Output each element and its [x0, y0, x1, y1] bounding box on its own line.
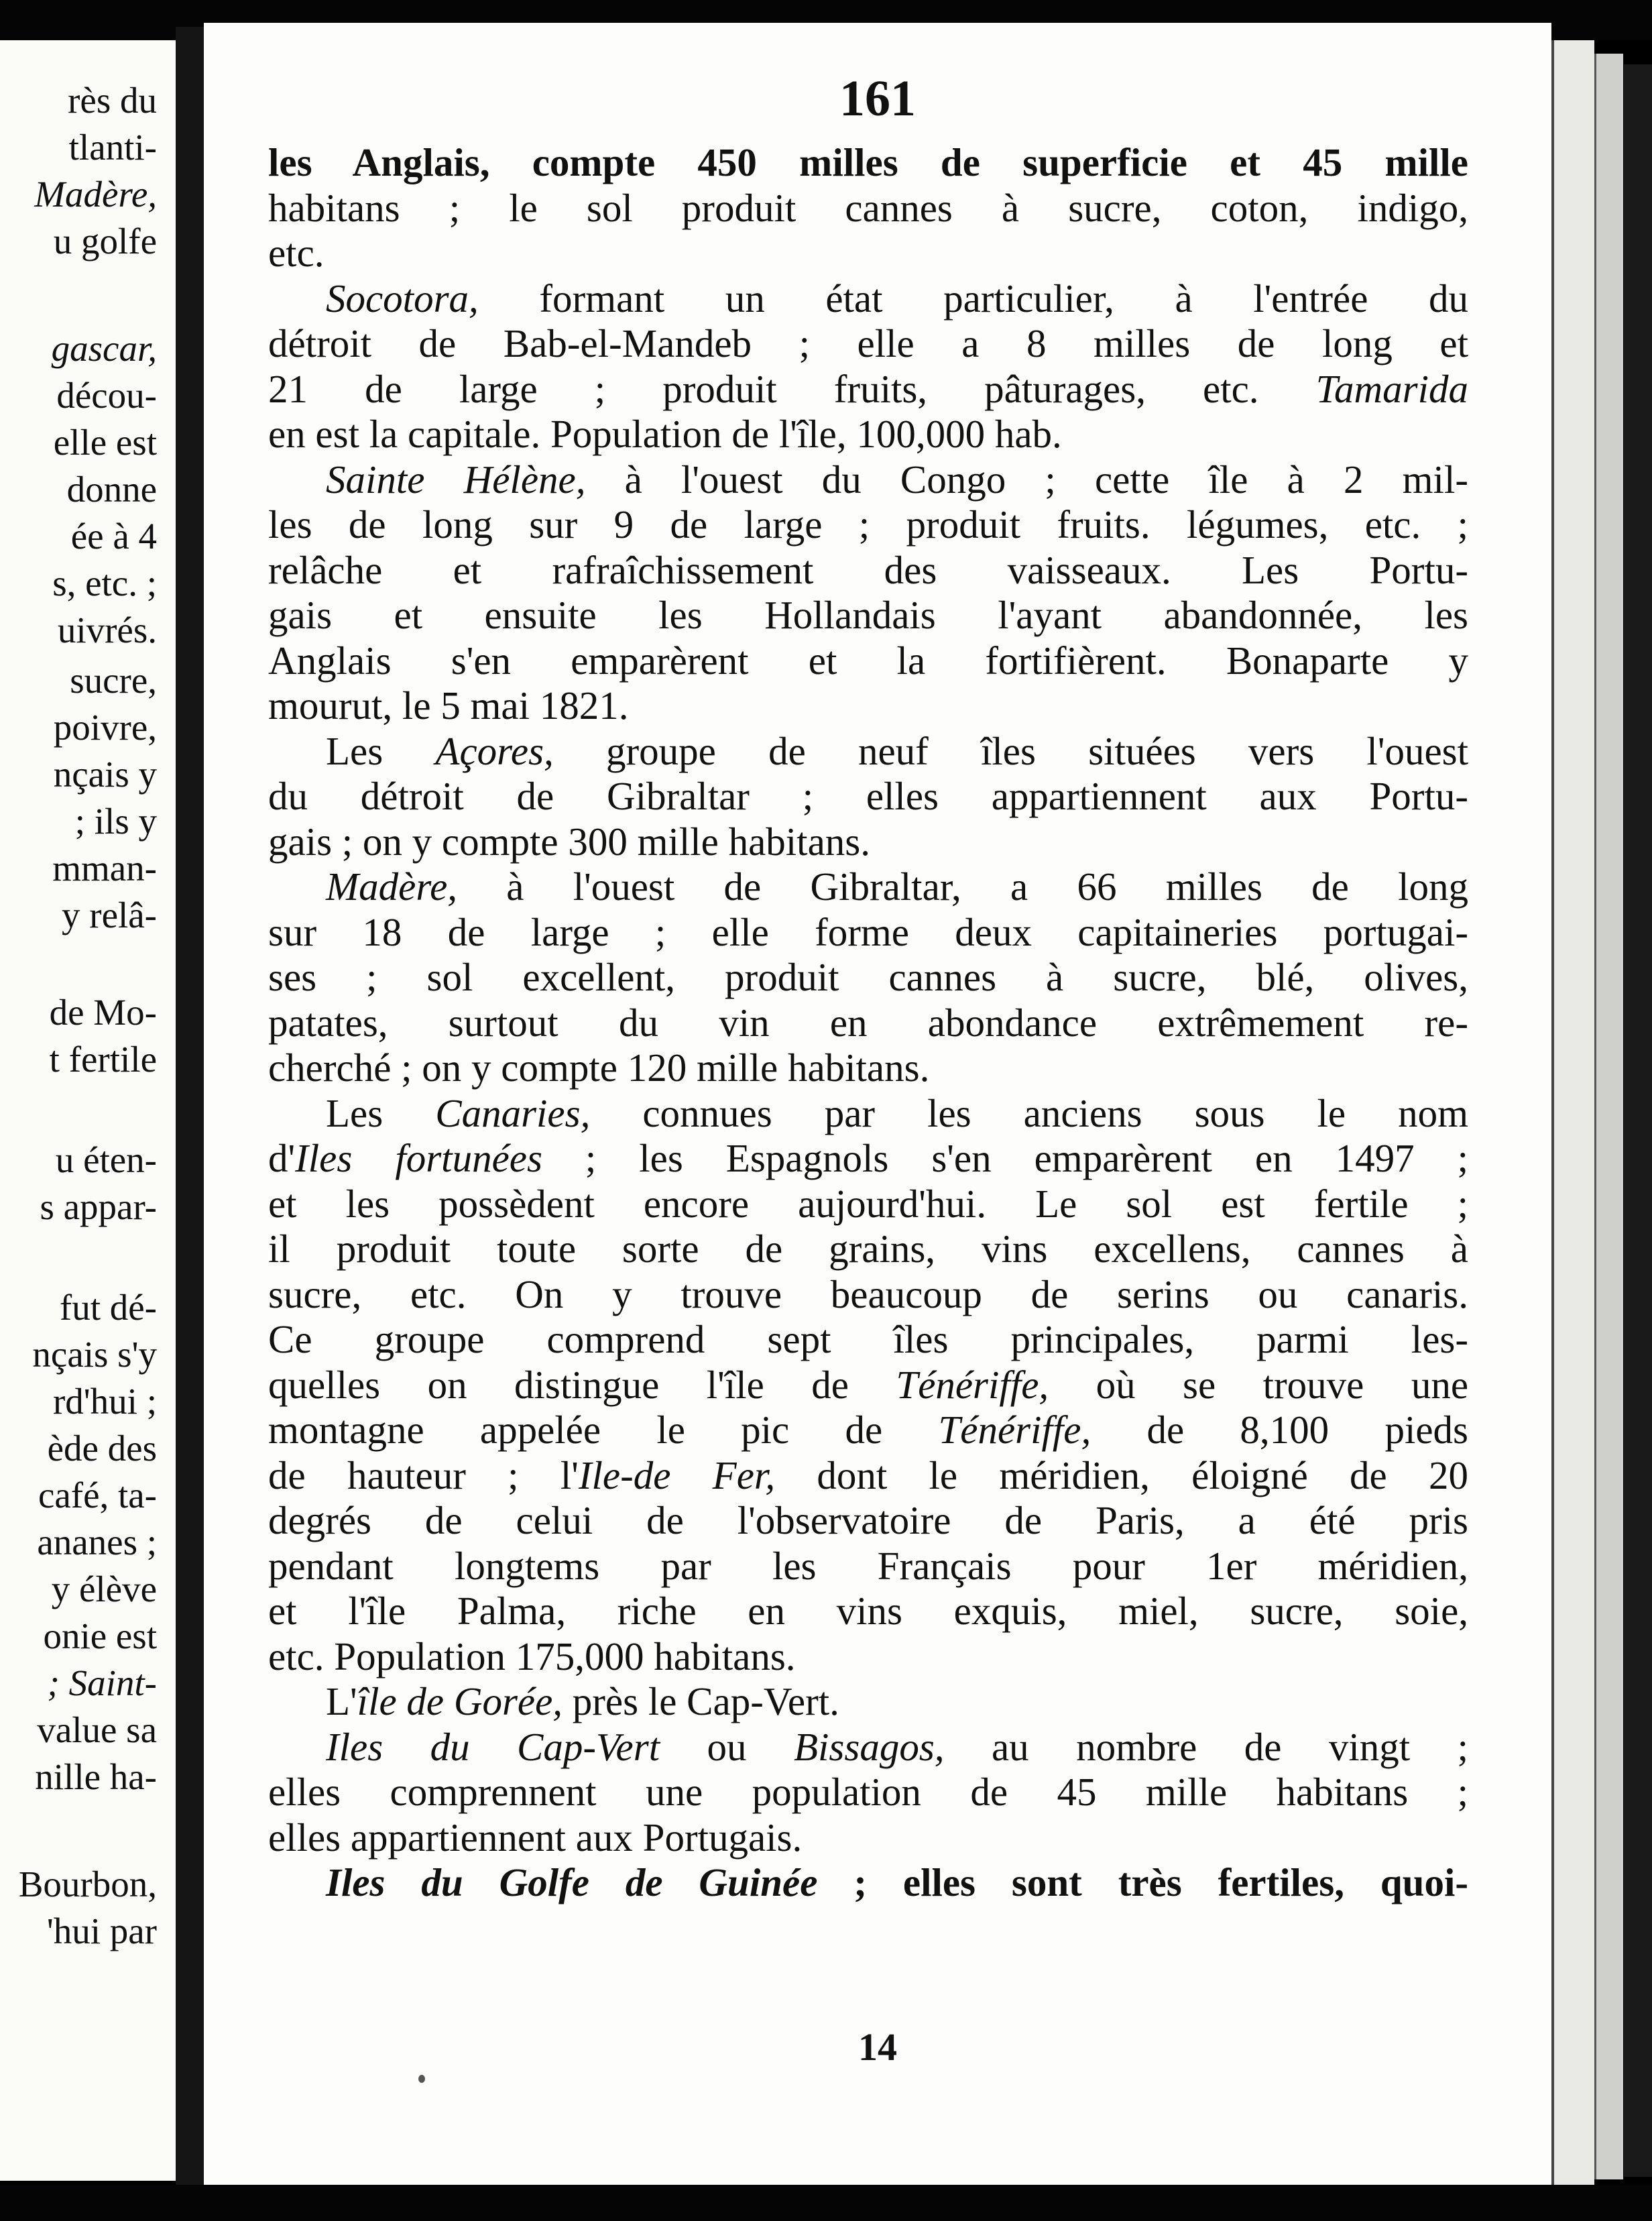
- text-span: Iles du Golfe de Guinée: [326, 1860, 818, 1904]
- text-span: gais ; on y compte 300 mille habitans.: [268, 819, 870, 864]
- text-span: du détroit de Gibraltar ; elles appartiennent aux Portu-: [268, 774, 1468, 818]
- facing-page-text: de Mo-: [49, 992, 157, 1033]
- facing-page-text: fut dé-: [59, 1287, 157, 1328]
- text-span: relâche et rafraîchissement des vaisseaux. Les Portu-: [268, 547, 1468, 592]
- text-line: [268, 321, 1468, 367]
- text-line: [268, 276, 1468, 322]
- text-span: Ténériffe,: [896, 1362, 1049, 1407]
- text-span: près le Cap-Vert.: [563, 1679, 839, 1723]
- facing-page-text: ; ils y: [74, 801, 157, 842]
- text-span: habitans ; le sol produit cannes à sucre, coton, indigo,: [268, 185, 1468, 230]
- text-span: pendant longtems par les Français pour 1er méridien,: [268, 1543, 1468, 1588]
- facing-page-text: t fertile: [49, 1039, 157, 1080]
- facing-page-text: ananes ;: [37, 1522, 157, 1562]
- text-line: [268, 1363, 1468, 1408]
- facing-page-text: rd'hui ;: [52, 1381, 157, 1422]
- facing-page-text: gascar,: [51, 328, 157, 369]
- facing-page-text: ée à 4: [70, 516, 157, 557]
- text-span: île de Gorée,: [357, 1679, 563, 1723]
- text-span: Iles fortunées: [295, 1136, 542, 1180]
- facing-page-text: décou-: [56, 375, 157, 416]
- text-span: Madère,: [326, 864, 458, 909]
- text-span: elles appartiennent aux Portugais.: [268, 1815, 803, 1860]
- text-line: [268, 1408, 1468, 1453]
- facing-page-text: u golfe: [53, 221, 157, 262]
- page-edge: [1624, 64, 1652, 2177]
- facing-page-text: uivrés.: [57, 610, 157, 650]
- facing-page-text: Madère,: [34, 174, 157, 215]
- text-line: [268, 683, 1468, 729]
- text-line: [268, 1001, 1468, 1046]
- text-span: détroit de Bab-el-Mandeb ; elle a 8 milles de long et: [268, 321, 1468, 365]
- text-span: à l'ouest de Gibraltar, a 66 milles de long: [457, 864, 1468, 909]
- text-line: [268, 186, 1468, 231]
- text-span: ou: [660, 1724, 794, 1769]
- text-line: [268, 864, 1468, 910]
- text-line: [268, 1453, 1468, 1499]
- facing-page-text: mman-: [52, 848, 157, 889]
- text-span: etc.: [268, 231, 324, 275]
- text-span: Ténériffe,: [938, 1408, 1092, 1452]
- text-span: Socotora,: [326, 276, 479, 321]
- text-line: [268, 457, 1468, 503]
- facing-page-text: u éten-: [55, 1139, 157, 1180]
- text-span: et l'île Palma, riche en vins exquis, miel, sucre, soie,: [268, 1589, 1468, 1633]
- text-span: et les possèdent encore aujourd'hui. Le sol est fertile ;: [268, 1181, 1468, 1226]
- text-span: degrés de celui de l'observatoire de Paris, a été pris: [268, 1498, 1468, 1542]
- text-span: il produit toute sorte de grains, vins excellens, cannes à: [268, 1227, 1468, 1271]
- text-span: Sainte Hélène,: [326, 457, 586, 502]
- text-line: [268, 593, 1468, 638]
- text-span: les de long sur 9 de large ; produit fruits. légumes, etc. ;: [268, 502, 1468, 547]
- facing-page-text: poivre,: [53, 707, 157, 748]
- text-line: [268, 1544, 1468, 1589]
- text-line: [268, 729, 1468, 775]
- text-line: [268, 1227, 1468, 1272]
- text-span: Anglais s'en emparèrent et la fortifièrent. Bonaparte y: [268, 638, 1468, 683]
- text-line: [268, 774, 1468, 819]
- text-span: compte 450 milles de superficie et 45 mille: [532, 140, 1468, 184]
- book-gutter: [176, 27, 204, 2186]
- facing-page-text: donne: [66, 469, 157, 510]
- page-edge: [1551, 40, 1594, 2186]
- text-span: ; les Espagnols s'en emparèrent en 1497 ;: [542, 1136, 1468, 1180]
- text-span: connues par les anciens sous le nom: [590, 1090, 1468, 1135]
- facing-page-text: rès du: [68, 80, 157, 121]
- text-line: [268, 1498, 1468, 1544]
- text-span: à l'ouest du Congo ; cette île à 2 mil-: [585, 457, 1468, 502]
- ink-speck: [418, 2075, 425, 2083]
- text-span: Bissagos,: [793, 1724, 945, 1769]
- text-line: [268, 412, 1468, 457]
- text-span: les Anglais,: [268, 140, 532, 184]
- text-span: au nombre de vingt ;: [944, 1724, 1468, 1769]
- text-line: [268, 1725, 1468, 1770]
- facing-page-text: y élève: [51, 1569, 157, 1609]
- text-line: [268, 1634, 1468, 1680]
- text-span: sucre, etc. On y trouve beaucoup de serins ou canaris.: [268, 1271, 1468, 1316]
- text-span: Les: [326, 728, 436, 773]
- text-span: ses ; sol excellent, produit cannes à sucre, blé, olives,: [268, 955, 1468, 999]
- facing-page-text: y relâ-: [62, 895, 157, 935]
- page-text: [268, 140, 1468, 1906]
- text-span: Tamarida: [1315, 366, 1468, 411]
- facing-page-text: nille ha-: [35, 1756, 157, 1797]
- text-span: gais et ensuite les Hollandais l'ayant abandonnée, les: [268, 593, 1468, 637]
- facing-page-text: tlanti-: [68, 127, 157, 168]
- text-line: [268, 1045, 1468, 1091]
- text-span: dont le méridien, éloigné de 20: [775, 1453, 1468, 1497]
- text-span: Iles du Cap-Vert: [326, 1724, 660, 1769]
- text-span: L': [326, 1679, 357, 1723]
- text-span: 21 de large ; produit fruits, pâturages, etc.: [268, 366, 1316, 411]
- facing-page-text: ; Saint-: [47, 1662, 157, 1703]
- facing-page-text: s appar-: [40, 1186, 157, 1227]
- text-span: montagne appelée le pic de: [268, 1408, 939, 1452]
- text-span: quelles on distingue l'île de: [268, 1362, 896, 1407]
- facing-page-text: sucre,: [70, 660, 157, 701]
- text-line: [268, 1317, 1468, 1363]
- text-span: sur 18 de large ; elle forme deux capitaineries portugai-: [268, 909, 1468, 954]
- text-line: [268, 1815, 1468, 1861]
- text-span: Ce groupe comprend sept îles principales, parmi les-: [268, 1317, 1468, 1361]
- text-line: [268, 910, 1468, 956]
- text-span: d': [268, 1136, 296, 1180]
- text-span: Canaries,: [435, 1090, 591, 1135]
- text-line: [268, 367, 1468, 412]
- text-line: [268, 1091, 1468, 1137]
- text-span: de hauteur ; l': [268, 1453, 579, 1497]
- text-span: mourut, le 5 mai 1821.: [268, 683, 629, 728]
- book-page: [204, 23, 1551, 2189]
- signature-mark: 14: [858, 2025, 897, 2069]
- facing-page-text: 'hui par: [46, 1911, 157, 1951]
- text-line: [268, 1860, 1468, 1906]
- text-span: où se trouve une: [1049, 1362, 1468, 1407]
- facing-page-text: value sa: [37, 1709, 157, 1750]
- facing-page-text: onie est: [43, 1615, 157, 1656]
- text-span: de 8,100 pieds: [1091, 1408, 1468, 1452]
- text-span: elles comprennent une population de 45 mille habitans ;: [268, 1770, 1468, 1814]
- text-line: [268, 1589, 1468, 1634]
- text-line: [268, 955, 1468, 1001]
- page-edge: [1594, 54, 1623, 2179]
- facing-page-text: nçais y: [53, 754, 157, 795]
- text-line: [268, 638, 1468, 684]
- facing-page-fragment: [0, 40, 176, 2181]
- text-span: Açores,: [435, 728, 554, 773]
- text-line: [268, 231, 1468, 276]
- text-span: etc. Population 175,000 habitans.: [268, 1634, 796, 1678]
- text-span: ; elles sont très fertiles, quoi-: [817, 1860, 1468, 1904]
- text-line: [268, 140, 1468, 186]
- text-span: en est la capitale. Population de l'île, 100,000 hab.: [268, 412, 1062, 456]
- text-span: Les: [326, 1090, 436, 1135]
- facing-page-text: café, ta-: [38, 1475, 157, 1516]
- text-line: [268, 1272, 1468, 1318]
- text-span: formant un état particulier, à l'entrée du: [478, 276, 1468, 321]
- facing-page-text: ède des: [47, 1428, 157, 1469]
- facing-page-text: nçais s'y: [32, 1334, 157, 1375]
- text-line: [268, 502, 1468, 548]
- text-line: [268, 819, 1468, 865]
- facing-page-text: Bourbon,: [18, 1864, 157, 1904]
- text-line: [268, 1182, 1468, 1227]
- facing-page-text: elle est: [53, 422, 157, 463]
- scan-bottom-border: [0, 2185, 1652, 2221]
- text-line: [268, 1679, 1468, 1725]
- text-span: cherché ; on y compte 120 mille habitans.: [268, 1045, 930, 1090]
- page-number: 161: [839, 70, 916, 127]
- text-line: [268, 1770, 1468, 1815]
- text-line: [268, 548, 1468, 593]
- text-span: groupe de neuf îles situées vers l'ouest: [553, 728, 1468, 773]
- text-span: patates, surtout du vin en abondance extrêmement re-: [268, 1000, 1468, 1045]
- text-line: [268, 1136, 1468, 1182]
- text-span: Ile-de Fer,: [578, 1453, 776, 1497]
- facing-page-text: s, etc. ;: [52, 563, 157, 604]
